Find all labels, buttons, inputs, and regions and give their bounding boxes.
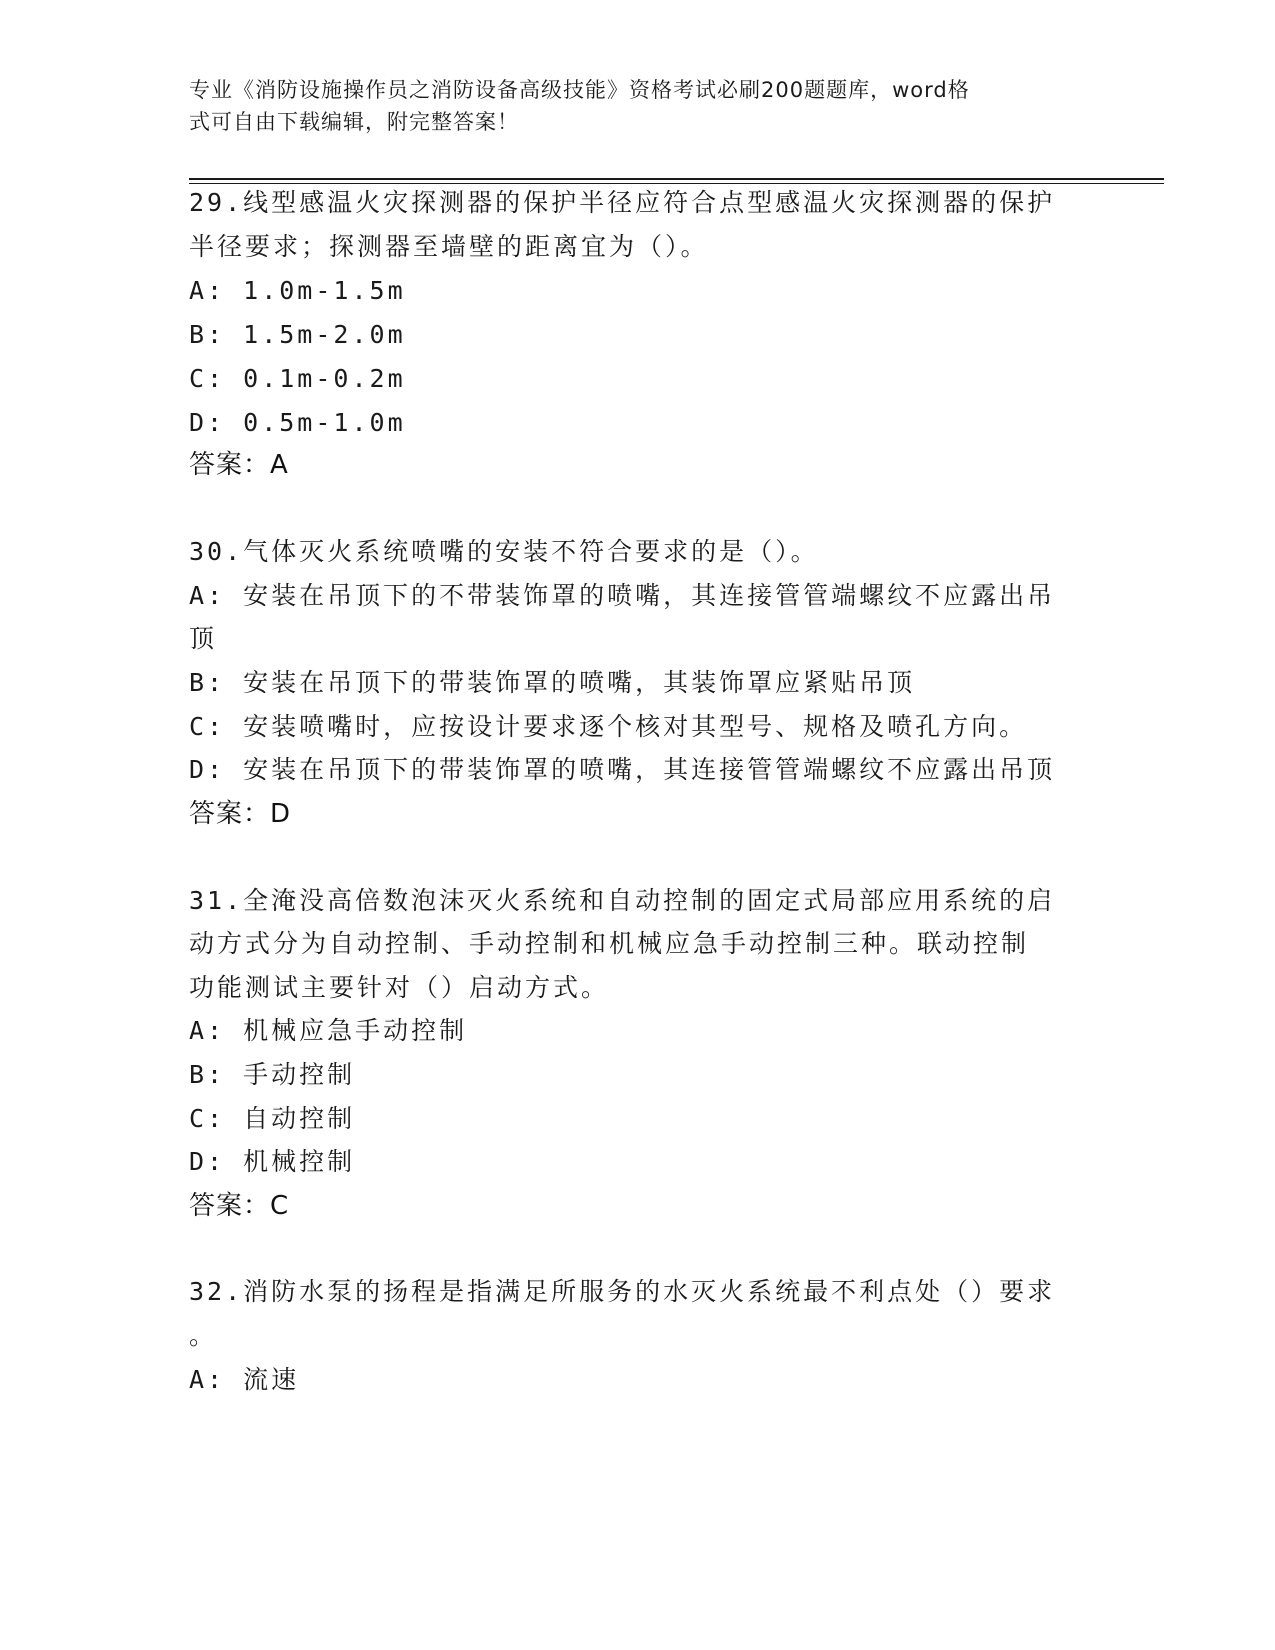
question-30-option-c: C: 安装喷嘴时，应按设计要求逐个核对其型号、规格及喷孔方向。 xyxy=(189,712,1028,741)
header-line-2: 式可自由下载编辑，附完整答案！ xyxy=(189,110,519,134)
document-header xyxy=(189,74,1089,138)
header-divider-thick xyxy=(189,178,1164,180)
question-29-answer: 答案：A xyxy=(189,450,289,480)
question-29-option-b: B: 1.5m-2.0m xyxy=(189,320,406,349)
question-31-option-b: B: 手动控制 xyxy=(189,1060,356,1089)
question-32-stem-line-1: 32.消防水泵的扬程是指满足所服务的水灭火系统最不利点处（）要求 xyxy=(189,1277,1056,1306)
question-30-answer: 答案：D xyxy=(189,799,292,829)
question-29-option-d: D: 0.5m-1.0m xyxy=(189,408,406,437)
header-line-1: 专业《消防设施操作员之消防设备高级技能》资格考试必刷200题题库，word格 xyxy=(189,78,970,102)
question-29-option-a: A: 1.0m-1.5m xyxy=(189,276,406,305)
question-31-stem-line-1: 31.全淹没高倍数泡沫灭火系统和自动控制的固定式局部应用系统的启 xyxy=(189,886,1056,915)
question-31-option-d: D: 机械控制 xyxy=(189,1147,356,1176)
question-29-stem-line-1: 29.线型感温火灾探测器的保护半径应符合点型感温火灾探测器的保护 xyxy=(189,188,1056,217)
question-30-stem-line-1: 30.气体灭火系统喷嘴的安装不符合要求的是（）。 xyxy=(189,537,819,566)
question-29-option-c: C: 0.1m-0.2m xyxy=(189,364,406,393)
header-divider-thin xyxy=(189,183,1164,184)
question-31-option-a: A: 机械应急手动控制 xyxy=(189,1016,468,1045)
question-30-option-d: D: 安装在吊顶下的带装饰罩的喷嘴，其连接管管端螺纹不应露出吊顶 xyxy=(189,755,1056,784)
question-30-option-b: B: 安装在吊顶下的带装饰罩的喷嘴，其装饰罩应紧贴吊顶 xyxy=(189,668,916,697)
question-29-stem-line-2: 半径要求；探测器至墙壁的距离宜为（）。 xyxy=(189,232,709,261)
question-30-option-a-line-1: A: 安装在吊顶下的不带装饰罩的喷嘴，其连接管管端螺纹不应露出吊 xyxy=(189,581,1056,610)
question-31-answer: 答案：C xyxy=(189,1191,290,1221)
question-32-option-a: A: 流速 xyxy=(189,1365,300,1394)
question-31-option-c: C: 自动控制 xyxy=(189,1104,356,1133)
question-31-stem-line-3: 功能测试主要针对（）启动方式。 xyxy=(189,973,610,1002)
question-31-stem-line-2: 动方式分为自动控制、手动控制和机械应急手动控制三种。联动控制 xyxy=(189,929,1030,958)
question-30-option-a-line-2: 顶 xyxy=(189,624,218,653)
question-32-stem-line-2: 。 xyxy=(189,1321,218,1350)
